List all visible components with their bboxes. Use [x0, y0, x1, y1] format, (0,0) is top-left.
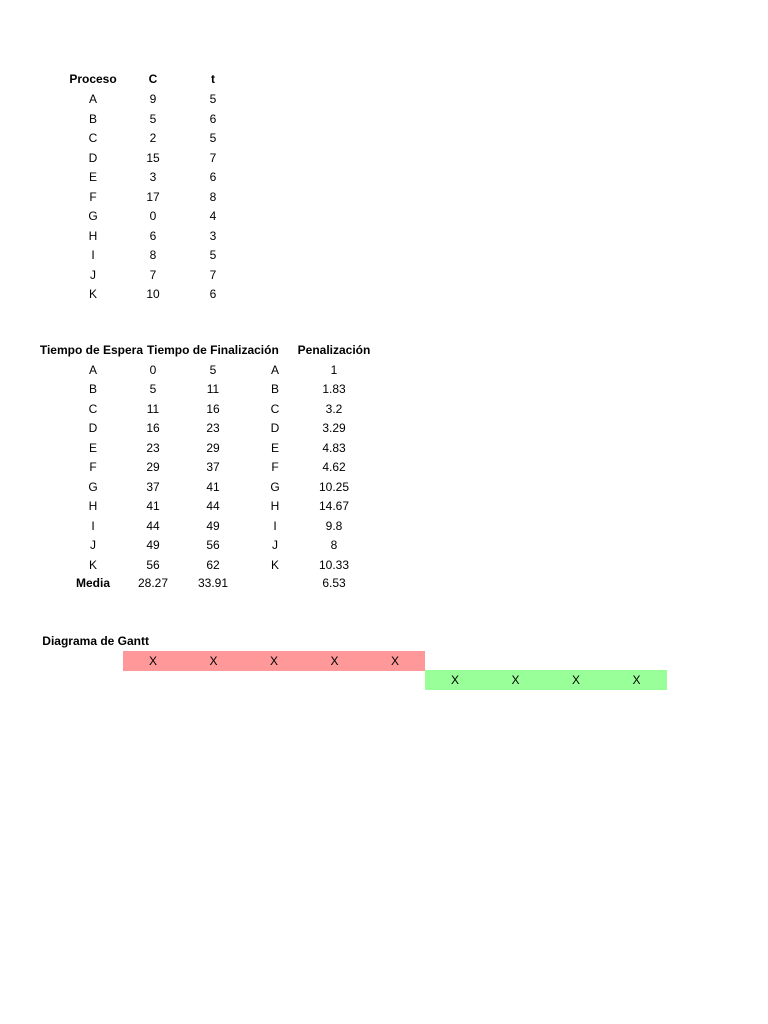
table1-c-cell: 10	[146, 287, 160, 301]
table2-penalizacion-cell: 10.33	[318, 557, 350, 572]
table1-proceso-cell: C	[88, 131, 98, 145]
gantt-mark: X	[511, 673, 520, 687]
table1-t-cell: 5	[209, 131, 217, 145]
table2-proceso-cell: B	[88, 382, 97, 396]
table2-penalizacion-cell: 1.83	[322, 382, 346, 396]
table1-t-cell: 8	[209, 189, 217, 204]
table2-espera-cell: 49	[146, 538, 160, 552]
table1-proceso-cell: H	[88, 228, 98, 243]
table2-finalizacion-cell: 37	[206, 460, 220, 474]
table2-finalizacion-cell: 16	[206, 401, 220, 416]
header-tiempo-espera: Tiempo de Espera	[39, 343, 143, 357]
table2-proceso2-cell: G	[270, 479, 280, 494]
table2-finalizacion-cell: 44	[206, 499, 220, 513]
table2-espera-cell: 5	[149, 382, 157, 396]
table2-finalizacion-cell: 62	[206, 557, 220, 572]
table1-t-cell: 7	[209, 267, 217, 282]
gantt-bar-red	[123, 651, 425, 671]
table2-proceso-cell: A	[88, 362, 97, 377]
table1-c-cell: 6	[149, 228, 157, 243]
gantt-mark: X	[450, 673, 459, 687]
media-penalizacion: 6.53	[322, 576, 346, 590]
table1-c-cell: 5	[149, 111, 157, 126]
table2-proceso-cell: I	[91, 518, 95, 533]
table2-finalizacion-cell: 23	[206, 421, 220, 435]
table2-proceso2-cell: F	[271, 460, 279, 474]
table2-espera-cell: 23	[146, 440, 160, 455]
table2-finalizacion-cell: 5	[209, 362, 217, 377]
table2-proceso-cell: F	[89, 460, 97, 474]
table1-proceso-cell: K	[88, 287, 97, 301]
gantt-title: Diagrama de Gantt	[42, 634, 149, 648]
header-t: t	[211, 72, 215, 86]
table2-proceso2-cell: K	[270, 557, 279, 572]
table2-espera-cell: 0	[149, 362, 157, 377]
table2-finalizacion-cell: 41	[206, 479, 220, 494]
gantt-mark: X	[390, 654, 399, 668]
table2-finalizacion-cell: 29	[206, 440, 220, 455]
table1-c-cell: 3	[149, 170, 157, 184]
table1-c-cell: 9	[149, 92, 157, 106]
table1-proceso-cell: F	[89, 189, 97, 204]
table2-espera-cell: 37	[146, 479, 160, 494]
gantt-mark: X	[209, 654, 218, 668]
table2-espera-cell: 29	[146, 460, 160, 474]
table2-proceso-cell: K	[88, 557, 97, 572]
table2-espera-cell: 16	[146, 421, 160, 435]
table2-proceso2-cell: B	[270, 382, 279, 396]
table2-penalizacion-cell: 4.62	[322, 460, 346, 474]
table2-proceso2-cell: I	[273, 518, 277, 533]
table1-proceso-cell: E	[88, 170, 97, 184]
table2-proceso2-cell: H	[270, 499, 280, 513]
table1-t-cell: 5	[209, 248, 217, 262]
table1-t-cell: 7	[209, 150, 217, 165]
table1-proceso-cell: G	[88, 209, 98, 223]
table2-penalizacion-cell: 14.67	[318, 499, 350, 513]
table2-penalizacion-cell: 3.2	[325, 401, 343, 416]
table2-proceso2-cell: E	[270, 440, 279, 455]
table1-c-cell: 17	[146, 189, 160, 204]
table2-penalizacion-cell: 8	[330, 538, 338, 552]
table2-proceso2-cell: J	[272, 538, 278, 552]
table1-proceso-cell: D	[88, 150, 98, 165]
table2-proceso-cell: E	[88, 440, 97, 455]
table1-t-cell: 6	[209, 170, 217, 184]
table2-penalizacion-cell: 4.83	[322, 440, 346, 455]
table2-finalizacion-cell: 11	[206, 382, 220, 396]
table1-c-cell: 15	[146, 150, 160, 165]
gantt-bar-green	[425, 670, 667, 690]
table2-espera-cell: 11	[146, 401, 160, 416]
header-proceso: Proceso	[69, 72, 117, 86]
header-c: C	[148, 72, 158, 86]
media-espera: 28.27	[137, 576, 169, 590]
table2-proceso-cell: H	[88, 499, 98, 513]
table1-c-cell: 8	[149, 248, 157, 262]
table2-proceso-cell: G	[88, 479, 98, 494]
table2-penalizacion-cell: 1	[330, 362, 338, 377]
table2-proceso2-cell: D	[270, 421, 280, 435]
table2-finalizacion-cell: 56	[206, 538, 220, 552]
table1-c-cell: 2	[149, 131, 157, 145]
gantt-mark: X	[148, 654, 157, 668]
gantt-mark: X	[632, 673, 641, 687]
table2-penalizacion-cell: 9.8	[325, 518, 343, 533]
table2-proceso-cell: C	[88, 401, 98, 416]
table2-finalizacion-cell: 49	[206, 518, 220, 533]
table1-proceso-cell: J	[90, 267, 96, 282]
table2-espera-cell: 44	[146, 518, 160, 533]
table1-c-cell: 7	[149, 267, 157, 282]
table1-t-cell: 6	[209, 287, 217, 301]
table1-proceso-cell: A	[88, 92, 97, 106]
table2-proceso-cell: J	[90, 538, 96, 552]
table2-espera-cell: 41	[146, 499, 160, 513]
table2-penalizacion-cell: 3.29	[322, 421, 346, 435]
table2-proceso2-cell: C	[270, 401, 280, 416]
table2-espera-cell: 56	[146, 557, 160, 572]
header-penalizacion: Penalización	[297, 343, 371, 357]
media-finalizacion: 33.91	[197, 576, 229, 590]
table2-penalizacion-cell: 10.25	[318, 479, 350, 494]
table1-t-cell: 5	[209, 92, 217, 106]
table1-t-cell: 6	[209, 111, 217, 126]
table1-t-cell: 3	[209, 228, 217, 243]
table2-proceso-cell: D	[88, 421, 98, 435]
header-tiempo-finalizacion: Tiempo de Finalización	[147, 343, 279, 357]
gantt-mark: X	[330, 654, 339, 668]
table1-proceso-cell: I	[91, 248, 95, 262]
gantt-mark: X	[571, 673, 580, 687]
spreadsheet	[39, 0, 768, 1024]
table1-c-cell: 0	[149, 209, 157, 223]
table2-proceso2-cell: A	[270, 362, 279, 377]
media-label: Media	[75, 576, 110, 590]
gantt-mark: X	[269, 654, 278, 668]
table1-t-cell: 4	[209, 209, 217, 223]
table1-proceso-cell: B	[88, 111, 97, 126]
